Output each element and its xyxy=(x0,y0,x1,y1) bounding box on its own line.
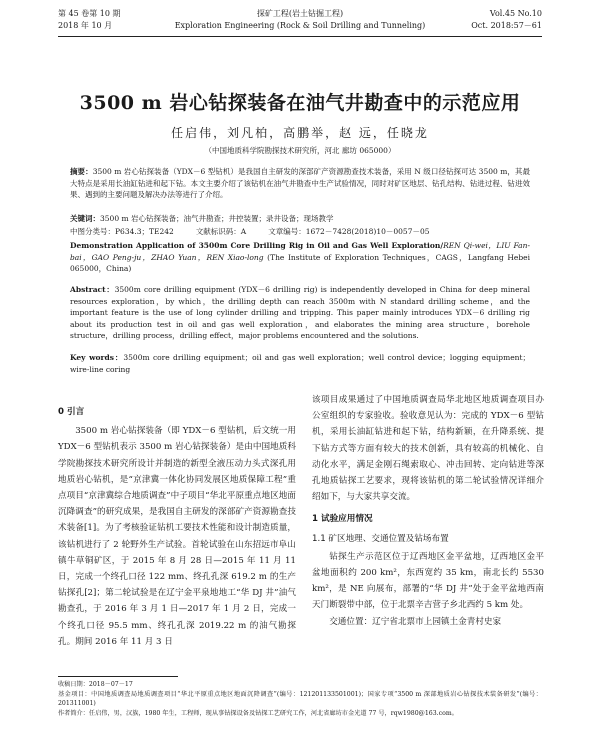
received-date: 收稿日期：2018－07－17 xyxy=(58,681,133,688)
intro-paragraph-cont: 该项目成果通过了中国地质调查局华北地区地质调查项目办公室组织的专家验收。验收意见认为：完成的 YDX－6 型钻机，采用长油缸钻进和起下钻，结构新颖，在升降系统、提下钻方式等方面有较大的技术创新，具有较高的机械化、自动化水平，满足金刚石绳索取心、冲击回转、定向钻进等深孔地质钻探工艺要求，现将该钻机的第二轮试验情况详细介绍如下，与大家共享交流。 xyxy=(312,395,544,503)
paper-authors: 任启伟，刘凡柏，高鹏举，赵 远，任晓龙 xyxy=(171,126,429,140)
cn-keywords xyxy=(70,213,530,225)
journal-volume-en: Vol.45 No.10 xyxy=(489,9,542,18)
journal-name-cn: 探矿工程(岩土钻掘工程) xyxy=(256,9,344,18)
intro-paragraph: 3500 m 岩心钻探装备（即 YDX－6 型钻机，后文统一用 YDX－6 型钻机表示 3500 m 岩心钻探装备）是由中国地质科学院勘探技术研究所设计并制造的新型全液压动力头式深孔用地质岩心钻机，是“京津冀一体化协同发展区地质保障工程”重点项目“京津冀综合地质调查”中子项目“华北平原重点地区地面沉降调查”的研究成果，是我国自主研发的深部矿产资源勘查技术装备[1]。为了考核验证钻机工要技术性能和设计制造质量，该钻机进行了 2 轮野外生产试验。首轮试验在山东招远市阜山镇牛草铜矿区，于 2015 年 8 月 28 日—2015 年 11 月 11 日，完成一个终孔口径 122 mm、终孔孔深 619.2 m 的生产钻探孔[2]；第二轮试验是在辽宁金平泉地地工“华 DJ 井”油气勘查孔，于 2016 年 3 月 1 日—2017 年 1 月 2 日，完成一个终孔口径 95.5 mm、终孔孔深 2019.22 m 的油气勘探孔。期间 2016 年 11 月 3 日 xyxy=(58,426,296,647)
en-keywords-label: Key words： xyxy=(70,353,124,362)
traffic-paragraph: 交通位置：辽宁省北票市上园镇土金青村史家 xyxy=(329,616,502,627)
journal-date: 2018 年 10 月 xyxy=(58,21,113,30)
header-right xyxy=(471,8,542,32)
author-note: 作者简介：任启伟，男，汉族，1980 年生，工程师，现从事钻探设备及钻探工艺研究工作，河北省廊坊市金光道 77 号，rqw1980@163.com。 xyxy=(58,709,458,717)
footnotes xyxy=(58,680,542,718)
en-abstract-text: 3500m core drilling equipment (YDX－6 drilling rig) is independently developed in China for deep mineral resources exploration，by which，the drilling depth can reach 3500m with N standard drilling scheme，and the important feature is the use of long cylinder drilling and tripping. This paper mainly introduces YDX－6 drilling rig about its production test in oil and gas well exploration，and elaborates the mining area structure，borehole structure，drilling process，drilling effect，major problems encountered and the solutions. xyxy=(70,285,531,340)
cn-keywords-text: 3500 m 岩心钻探装备；油气井勘查；井控装置；录井设备；现场教学 xyxy=(100,214,334,223)
journal-pages: Oct. 2018:57－61 xyxy=(471,21,542,30)
footnote-rule xyxy=(58,676,178,677)
en-keywords xyxy=(70,352,530,375)
en-title-block xyxy=(70,240,530,275)
en-title: Demonstration Application of 3500m Core Drilling Rig in Oil and Gas Well Exploration/ xyxy=(70,241,444,250)
en-authors: REN Qi-wei，LIU Fan-bai，GAO Peng-ju，ZHAO Yuan，REN Xiao-long xyxy=(70,241,530,262)
en-keywords-text: 3500m core drilling equipment；oil and gas well exploration；well control device；logging equipment；wire-line coring xyxy=(70,353,530,374)
subsection-1-1-heading: 1.1 矿区地理、交通位置及钻场布置 xyxy=(312,533,449,544)
journal-volume: 第 45 卷第 10 期 xyxy=(58,9,121,18)
section-1-heading: 1 试验应用情况 xyxy=(312,514,373,525)
paper-affiliation: （中国地质科学院勘探技术研究所，河北 廊坊 065000） xyxy=(204,146,396,155)
fund-note: 基金项目：中国地质调查局地质调查项目“华北平原重点地区地面沉降调查”(编号：121201133501001)；国家专项“3500 m 深部地质岩心钻探技术装备研发”(编号：201311001) xyxy=(58,690,542,707)
en-abstract-label: Abstract： xyxy=(70,285,115,294)
location-paragraph: 钻探生产示范区位于辽西地区金平盆地，辽西地区金平盆地面积约 200 km²，东西宽约 35 km，南北长约 5530 km²，是 NE 向展布，部署的“华 DJ 井”处于金平盆地西南天门断裂带中部，位于北票辛吉营子乡北西约 5 km 处。 xyxy=(312,551,544,611)
paper-title: 3500 m 岩心钻探装备在油气井勘查中的示范应用 xyxy=(79,92,521,114)
header-rule xyxy=(58,36,542,37)
header-center xyxy=(58,8,542,32)
cn-abstract xyxy=(70,166,530,201)
article-number: 文章编号：1672－7428(2018)10－0057－05 xyxy=(268,227,430,236)
cn-meta xyxy=(70,226,530,238)
cn-keywords-label: 关键词： xyxy=(70,214,100,223)
clc-number: 中图分类号：P634.3；TE242 xyxy=(70,227,174,236)
en-affiliation: (The Institute of Exploration Techniques，CAGS，Langfang Hebei 065000，China) xyxy=(70,252,530,273)
body-column-left xyxy=(58,398,296,650)
body-column-right xyxy=(312,392,544,630)
cn-abstract-text: 3500 m 岩心钻探装备（YDX－6 型钻机）是我国自主研发的深部矿产资源勘查技术装备，采用 N 级口径钻探可达 3500 m，其最大特点是采用长油缸钻进和起下钻。本文主要介绍了该钻机在油气井勘查中生产试验情况，同时对矿区地层、钻孔结构、钻进过程、钻进效果、遇到的主要问题及解决办法等进行了介绍。 xyxy=(70,167,530,199)
doc-code: 文献标识码：A xyxy=(195,227,247,236)
en-abstract xyxy=(70,284,530,342)
section-intro-heading: 0 引言 xyxy=(58,407,85,417)
journal-name-en: Exploration Engineering (Rock & Soil Drilling and Tunneling) xyxy=(174,21,426,30)
cn-abstract-label: 摘要： xyxy=(70,167,93,176)
